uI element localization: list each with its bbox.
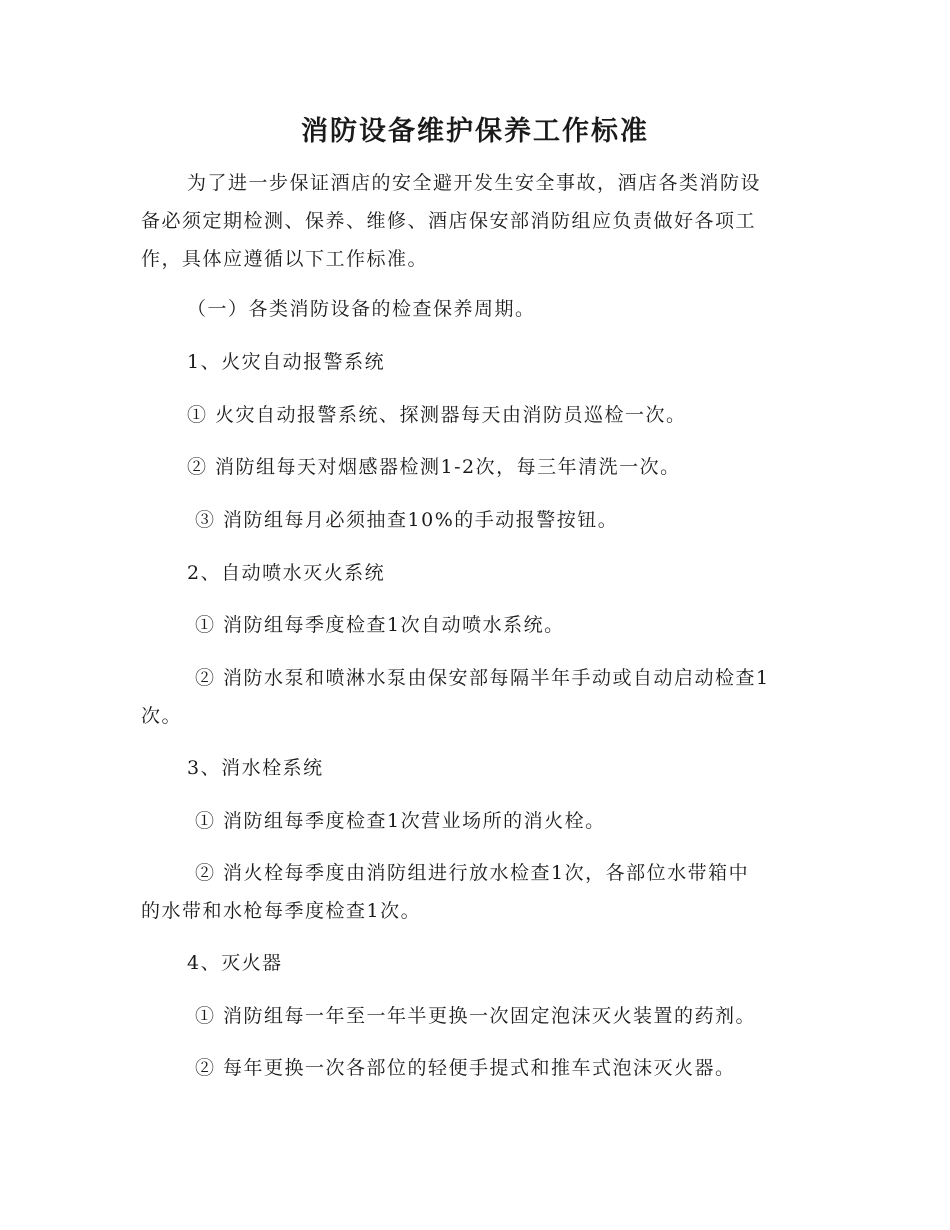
s1-item-3: ③ 消防组每月必须抽查10%的手动报警按钮。 — [195, 509, 619, 531]
intro-line-3: 作，具体应遵循以下工作标准。 — [141, 248, 429, 270]
s1-item-1: ① 火灾自动报警系统、探测器每天由消防员巡检一次。 — [187, 404, 687, 426]
s2-item-2-line-1: ② 消防水泵和喷淋水泵由保安部每隔半年手动或自动启动检查1 — [195, 667, 770, 689]
s3-item-2-line-2: 的水带和水枪每季度检查1次。 — [141, 900, 422, 922]
s3-item-2 — [141, 854, 821, 930]
section-heading: （一）各类消防设备的检查保养周期。 — [187, 298, 536, 320]
s4-heading: 4、灭火器 — [187, 952, 283, 974]
intro-paragraph — [141, 164, 821, 278]
intro-line-1: 为了进一步保证酒店的安全避开发生安全事故，酒店各类消防设 — [187, 172, 762, 194]
s1-item-2: ② 消防组每天对烟感器检测1-2次，每三年清洗一次。 — [187, 456, 681, 478]
s2-heading: 2、自动喷水灭火系统 — [187, 562, 386, 584]
s2-item-2 — [141, 659, 821, 735]
s1-heading: 1、火灾自动报警系统 — [187, 351, 386, 373]
intro-line-2: 备必须定期检测、保养、维修、酒店保安部消防组应负责做好各项工 — [141, 210, 757, 232]
s4-item-2: ② 每年更换一次各部位的轻便手提式和推车式泡沫灭火器。 — [195, 1057, 736, 1079]
s4-item-1: ① 消防组每一年至一年半更换一次固定泡沫灭火装置的药剂。 — [195, 1005, 757, 1027]
s2-item-1: ① 消防组每季度检查1次自动喷水系统。 — [195, 614, 565, 636]
s3-item-2-line-1: ② 消火栓每季度由消防组进行放水检查1次，各部位水带箱中 — [195, 862, 750, 884]
s3-item-1: ① 消防组每季度检查1次营业场所的消火栓。 — [195, 810, 606, 832]
document-title: 消防设备维护保养工作标准 — [301, 116, 649, 147]
s2-item-2-line-2: 次。 — [141, 705, 183, 727]
s3-heading: 3、消水栓系统 — [187, 757, 324, 779]
